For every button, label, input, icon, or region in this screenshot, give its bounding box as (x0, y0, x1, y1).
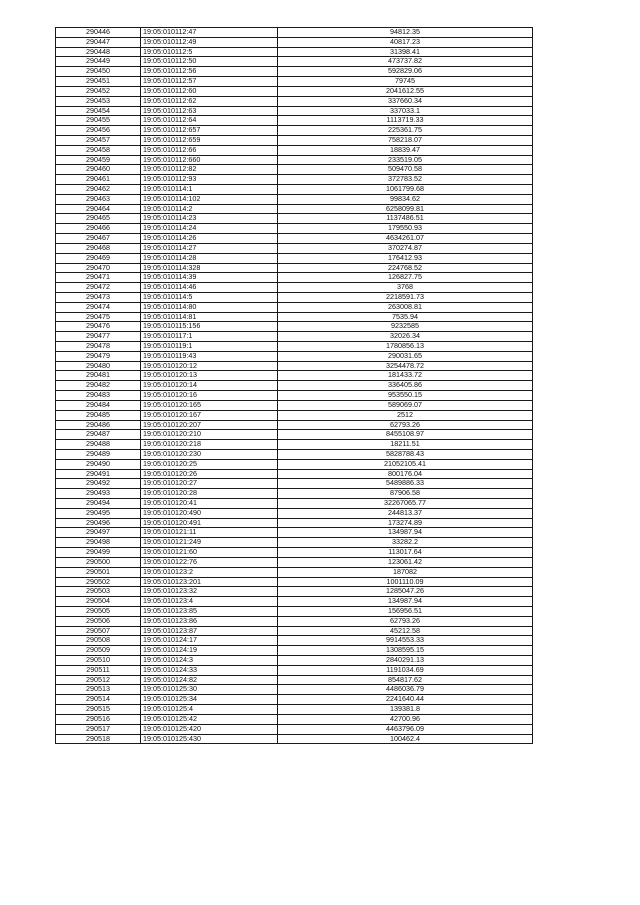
table-row (56, 361, 533, 371)
cadastral-number-cell: 19:05:010123:32 (141, 587, 278, 597)
row-number-cell: 290515 (56, 705, 141, 715)
table-row (56, 587, 533, 597)
row-number-cell: 290454 (56, 106, 141, 116)
amount-cell: 336405.86 (278, 381, 533, 391)
row-number-cell: 290467 (56, 234, 141, 244)
row-number-cell: 290516 (56, 714, 141, 724)
amount-cell: 244813.37 (278, 508, 533, 518)
row-number-cell: 290479 (56, 351, 141, 361)
cadastral-number-cell: 19:05:010120:28 (141, 489, 278, 499)
table-row (56, 126, 533, 136)
row-number-cell: 290463 (56, 194, 141, 204)
row-number-cell: 290468 (56, 243, 141, 253)
row-number-cell: 290446 (56, 28, 141, 38)
amount-cell: 94812.35 (278, 28, 533, 38)
cadastral-number-cell: 19:05:010120:167 (141, 410, 278, 420)
amount-cell: 87906.58 (278, 489, 533, 499)
cadastral-number-cell: 19:05:010114:26 (141, 234, 278, 244)
row-number-cell: 290470 (56, 263, 141, 273)
table-row (56, 665, 533, 675)
row-number-cell: 290504 (56, 597, 141, 607)
table-row (56, 675, 533, 685)
amount-cell: 79745 (278, 77, 533, 87)
table-row (56, 469, 533, 479)
row-number-cell: 290478 (56, 342, 141, 352)
cadastral-number-cell: 19:05:010125:420 (141, 724, 278, 734)
table-row (56, 636, 533, 646)
amount-cell: 4634261.07 (278, 234, 533, 244)
row-number-cell: 290486 (56, 420, 141, 430)
row-number-cell: 290477 (56, 332, 141, 342)
cadastral-number-cell: 19:05:010112:47 (141, 28, 278, 38)
table-row (56, 135, 533, 145)
row-number-cell: 290451 (56, 77, 141, 87)
amount-cell: 263008.81 (278, 302, 533, 312)
table-row (56, 724, 533, 734)
row-number-cell: 290505 (56, 606, 141, 616)
row-number-cell: 290459 (56, 155, 141, 165)
table-row (56, 489, 533, 499)
amount-cell: 33282.2 (278, 538, 533, 548)
row-number-cell: 290449 (56, 57, 141, 67)
amount-cell: 2241640.44 (278, 695, 533, 705)
amount-cell: 45212.58 (278, 626, 533, 636)
table-row (56, 67, 533, 77)
row-number-cell: 290518 (56, 734, 141, 744)
table-row (56, 400, 533, 410)
table-row (56, 449, 533, 459)
amount-cell: 1113719.33 (278, 116, 533, 126)
amount-cell: 2041612.55 (278, 86, 533, 96)
cadastral-number-cell: 19:05:010114:80 (141, 302, 278, 312)
amount-cell: 7535.94 (278, 312, 533, 322)
amount-cell: 40817.23 (278, 37, 533, 47)
table-row (56, 351, 533, 361)
cadastral-number-cell: 19:05:010120:27 (141, 479, 278, 489)
table-row (56, 155, 533, 165)
row-number-cell: 290487 (56, 430, 141, 440)
cadastral-number-cell: 19:05:010120:41 (141, 499, 278, 509)
cadastral-number-cell: 19:05:010112:659 (141, 135, 278, 145)
table-row (56, 145, 533, 155)
table-row (56, 371, 533, 381)
table-row (56, 695, 533, 705)
cadastral-number-cell: 19:05:010114:46 (141, 283, 278, 293)
amount-cell: 370274.87 (278, 243, 533, 253)
row-number-cell: 290509 (56, 646, 141, 656)
row-number-cell: 290492 (56, 479, 141, 489)
table-row (56, 116, 533, 126)
cadastral-number-cell: 19:05:010114:28 (141, 253, 278, 263)
table-row (56, 626, 533, 636)
amount-cell: 42700.96 (278, 714, 533, 724)
row-number-cell: 290499 (56, 548, 141, 558)
table-row (56, 391, 533, 401)
amount-cell: 758218.07 (278, 135, 533, 145)
amount-cell: 337033.1 (278, 106, 533, 116)
cadastral-number-cell: 19:05:010122:76 (141, 557, 278, 567)
row-number-cell: 290471 (56, 273, 141, 283)
cadastral-number-cell: 19:05:010120:218 (141, 440, 278, 450)
table-row (56, 430, 533, 440)
amount-cell: 8455108.97 (278, 430, 533, 440)
amount-cell: 800176.04 (278, 469, 533, 479)
table-row (56, 499, 533, 509)
cadastral-number-cell: 19:05:010112:66 (141, 145, 278, 155)
amount-cell: 9232585 (278, 322, 533, 332)
row-number-cell: 290489 (56, 449, 141, 459)
cadastral-number-cell: 19:05:010114:102 (141, 194, 278, 204)
row-number-cell: 290472 (56, 283, 141, 293)
amount-cell: 5489886.33 (278, 479, 533, 489)
amount-cell: 3254478.72 (278, 361, 533, 371)
row-number-cell: 290450 (56, 67, 141, 77)
amount-cell: 3768 (278, 283, 533, 293)
row-number-cell: 290484 (56, 400, 141, 410)
row-number-cell: 290503 (56, 587, 141, 597)
row-number-cell: 290447 (56, 37, 141, 47)
data-table (55, 27, 533, 744)
row-number-cell: 290511 (56, 665, 141, 675)
cadastral-number-cell: 19:05:010123:86 (141, 616, 278, 626)
table-row (56, 57, 533, 67)
amount-cell: 2840291.13 (278, 656, 533, 666)
row-number-cell: 290448 (56, 47, 141, 57)
amount-cell: 2218591.73 (278, 292, 533, 302)
table-row (56, 165, 533, 175)
amount-cell: 5828788.43 (278, 449, 533, 459)
row-number-cell: 290464 (56, 204, 141, 214)
table-row (56, 606, 533, 616)
row-number-cell: 290480 (56, 361, 141, 371)
table-row (56, 479, 533, 489)
table-body (56, 28, 533, 744)
amount-cell: 224768.52 (278, 263, 533, 273)
table-row (56, 548, 533, 558)
cadastral-number-cell: 19:05:010119:43 (141, 351, 278, 361)
cadastral-number-cell: 19:05:010125:42 (141, 714, 278, 724)
row-number-cell: 290490 (56, 459, 141, 469)
row-number-cell: 290502 (56, 577, 141, 587)
table-row (56, 616, 533, 626)
table-row (56, 28, 533, 38)
table-row (56, 459, 533, 469)
amount-cell: 1061799.68 (278, 185, 533, 195)
row-number-cell: 290517 (56, 724, 141, 734)
cadastral-number-cell: 19:05:010112:62 (141, 96, 278, 106)
cadastral-number-cell: 19:05:010114:1 (141, 185, 278, 195)
table-row (56, 508, 533, 518)
row-number-cell: 290507 (56, 626, 141, 636)
row-number-cell: 290513 (56, 685, 141, 695)
amount-cell: 953550.15 (278, 391, 533, 401)
amount-cell: 4486036.79 (278, 685, 533, 695)
amount-cell: 2512 (278, 410, 533, 420)
cadastral-number-cell: 19:05:010120:16 (141, 391, 278, 401)
table-row (56, 705, 533, 715)
row-number-cell: 290506 (56, 616, 141, 626)
cadastral-number-cell: 19:05:010112:82 (141, 165, 278, 175)
row-number-cell: 290452 (56, 86, 141, 96)
cadastral-number-cell: 19:05:010124:33 (141, 665, 278, 675)
row-number-cell: 290460 (56, 165, 141, 175)
table-row (56, 557, 533, 567)
amount-cell: 18839.47 (278, 145, 533, 155)
cadastral-number-cell: 19:05:010123:2 (141, 567, 278, 577)
amount-cell: 6258099.81 (278, 204, 533, 214)
table-row (56, 96, 533, 106)
row-number-cell: 290462 (56, 185, 141, 195)
row-number-cell: 290508 (56, 636, 141, 646)
amount-cell: 32267065.77 (278, 499, 533, 509)
cadastral-number-cell: 19:05:010114:27 (141, 243, 278, 253)
cadastral-number-cell: 19:05:010120:165 (141, 400, 278, 410)
row-number-cell: 290498 (56, 538, 141, 548)
table-row (56, 381, 533, 391)
table-row (56, 47, 533, 57)
cadastral-number-cell: 19:05:010112:64 (141, 116, 278, 126)
amount-cell: 156956.51 (278, 606, 533, 616)
row-number-cell: 290469 (56, 253, 141, 263)
amount-cell: 134987.94 (278, 597, 533, 607)
amount-cell: 854817.62 (278, 675, 533, 685)
row-number-cell: 290510 (56, 656, 141, 666)
row-number-cell: 290457 (56, 135, 141, 145)
cadastral-number-cell: 19:05:010120:490 (141, 508, 278, 518)
table-row (56, 224, 533, 234)
table-row (56, 312, 533, 322)
row-number-cell: 290458 (56, 145, 141, 155)
cadastral-number-cell: 19:05:010112:56 (141, 67, 278, 77)
amount-cell: 473737.82 (278, 57, 533, 67)
table-row (56, 734, 533, 744)
amount-cell: 1285047.26 (278, 587, 533, 597)
cadastral-number-cell: 19:05:010119:1 (141, 342, 278, 352)
cadastral-number-cell: 19:05:010120:207 (141, 420, 278, 430)
table-row (56, 273, 533, 283)
amount-cell: 1780856.13 (278, 342, 533, 352)
amount-cell: 372783.52 (278, 175, 533, 185)
amount-cell: 32026.34 (278, 332, 533, 342)
row-number-cell: 290473 (56, 292, 141, 302)
table-row (56, 37, 533, 47)
row-number-cell: 290485 (56, 410, 141, 420)
table-row (56, 234, 533, 244)
cadastral-number-cell: 19:05:010125:4 (141, 705, 278, 715)
cadastral-number-cell: 19:05:010121:60 (141, 548, 278, 558)
amount-cell: 233519.05 (278, 155, 533, 165)
cadastral-number-cell: 19:05:010112:660 (141, 155, 278, 165)
cadastral-number-cell: 19:05:010120:210 (141, 430, 278, 440)
table-row (56, 204, 533, 214)
cadastral-number-cell: 19:05:010124:17 (141, 636, 278, 646)
amount-cell: 4463796.09 (278, 724, 533, 734)
amount-cell: 62793.26 (278, 616, 533, 626)
amount-cell: 592829.06 (278, 67, 533, 77)
row-number-cell: 290456 (56, 126, 141, 136)
row-number-cell: 290475 (56, 312, 141, 322)
table-row (56, 322, 533, 332)
amount-cell: 187082 (278, 567, 533, 577)
amount-cell: 99834.62 (278, 194, 533, 204)
row-number-cell: 290494 (56, 499, 141, 509)
row-number-cell: 290481 (56, 371, 141, 381)
cadastral-number-cell: 19:05:010120:230 (141, 449, 278, 459)
amount-cell: 1308595.15 (278, 646, 533, 656)
table-row (56, 518, 533, 528)
table-row (56, 283, 533, 293)
cadastral-number-cell: 19:05:010115:156 (141, 322, 278, 332)
row-number-cell: 290496 (56, 518, 141, 528)
amount-cell: 1191034.69 (278, 665, 533, 675)
amount-cell: 337660.34 (278, 96, 533, 106)
amount-cell: 179550.93 (278, 224, 533, 234)
row-number-cell: 290514 (56, 695, 141, 705)
cadastral-number-cell: 19:05:010125:34 (141, 695, 278, 705)
amount-cell: 181433.72 (278, 371, 533, 381)
row-number-cell: 290500 (56, 557, 141, 567)
cadastral-number-cell: 19:05:010124:3 (141, 656, 278, 666)
table-row (56, 332, 533, 342)
table-row (56, 410, 533, 420)
row-number-cell: 290497 (56, 528, 141, 538)
cadastral-number-cell: 19:05:010112:63 (141, 106, 278, 116)
table-row (56, 292, 533, 302)
table-row (56, 597, 533, 607)
cadastral-number-cell: 19:05:010114:39 (141, 273, 278, 283)
row-number-cell: 290476 (56, 322, 141, 332)
amount-cell: 18211.51 (278, 440, 533, 450)
row-number-cell: 290493 (56, 489, 141, 499)
amount-cell: 1137486.51 (278, 214, 533, 224)
table-row (56, 685, 533, 695)
cadastral-number-cell: 19:05:010114:328 (141, 263, 278, 273)
amount-cell: 113017.64 (278, 548, 533, 558)
table-row (56, 577, 533, 587)
amount-cell: 176412.93 (278, 253, 533, 263)
cadastral-number-cell: 19:05:010120:14 (141, 381, 278, 391)
cadastral-number-cell: 19:05:010123:87 (141, 626, 278, 636)
cadastral-number-cell: 19:05:010112:60 (141, 86, 278, 96)
cadastral-number-cell: 19:05:010112:50 (141, 57, 278, 67)
table-row (56, 194, 533, 204)
table-row (56, 714, 533, 724)
cadastral-number-cell: 19:05:010123:201 (141, 577, 278, 587)
row-number-cell: 290453 (56, 96, 141, 106)
row-number-cell: 290461 (56, 175, 141, 185)
row-number-cell: 290501 (56, 567, 141, 577)
cadastral-number-cell: 19:05:010120:13 (141, 371, 278, 381)
amount-cell: 100462.4 (278, 734, 533, 744)
cadastral-number-cell: 19:05:010124:82 (141, 675, 278, 685)
row-number-cell: 290465 (56, 214, 141, 224)
table-row (56, 656, 533, 666)
cadastral-number-cell: 19:05:010114:2 (141, 204, 278, 214)
cadastral-number-cell: 19:05:010114:5 (141, 292, 278, 302)
row-number-cell: 290495 (56, 508, 141, 518)
table-row (56, 243, 533, 253)
amount-cell: 62793.26 (278, 420, 533, 430)
cadastral-number-cell: 19:05:010114:81 (141, 312, 278, 322)
row-number-cell: 290512 (56, 675, 141, 685)
cadastral-number-cell: 19:05:010114:23 (141, 214, 278, 224)
cadastral-number-cell: 19:05:010123:4 (141, 597, 278, 607)
cadastral-number-cell: 19:05:010120:26 (141, 469, 278, 479)
cadastral-number-cell: 19:05:010112:5 (141, 47, 278, 57)
amount-cell: 1001110.09 (278, 577, 533, 587)
row-number-cell: 290474 (56, 302, 141, 312)
row-number-cell: 290491 (56, 469, 141, 479)
row-number-cell: 290466 (56, 224, 141, 234)
table-row (56, 420, 533, 430)
table-row (56, 567, 533, 577)
amount-cell: 134987.94 (278, 528, 533, 538)
row-number-cell: 290488 (56, 440, 141, 450)
table-row (56, 106, 533, 116)
cadastral-number-cell: 19:05:010120:491 (141, 518, 278, 528)
cadastral-number-cell: 19:05:010112:657 (141, 126, 278, 136)
table-row (56, 646, 533, 656)
amount-cell: 225361.75 (278, 126, 533, 136)
cadastral-number-cell: 19:05:010121:249 (141, 538, 278, 548)
table-row (56, 77, 533, 87)
cadastral-number-cell: 19:05:010120:25 (141, 459, 278, 469)
amount-cell: 21052105.41 (278, 459, 533, 469)
amount-cell: 31398.41 (278, 47, 533, 57)
cadastral-number-cell: 19:05:010117:1 (141, 332, 278, 342)
amount-cell: 9914553.33 (278, 636, 533, 646)
table-row (56, 175, 533, 185)
row-number-cell: 290482 (56, 381, 141, 391)
cadastral-number-cell: 19:05:010121:11 (141, 528, 278, 538)
cadastral-number-cell: 19:05:010114:24 (141, 224, 278, 234)
table-row (56, 302, 533, 312)
row-number-cell: 290483 (56, 391, 141, 401)
table-row (56, 440, 533, 450)
cadastral-number-cell: 19:05:010120:12 (141, 361, 278, 371)
cadastral-number-cell: 19:05:010112:57 (141, 77, 278, 87)
table-row (56, 214, 533, 224)
cadastral-number-cell: 19:05:010112:93 (141, 175, 278, 185)
amount-cell: 589069.07 (278, 400, 533, 410)
table-row (56, 263, 533, 273)
cadastral-number-cell: 19:05:010125:430 (141, 734, 278, 744)
amount-cell: 139381.8 (278, 705, 533, 715)
table-row (56, 528, 533, 538)
amount-cell: 126827.75 (278, 273, 533, 283)
amount-cell: 123061.42 (278, 557, 533, 567)
cadastral-number-cell: 19:05:010112:49 (141, 37, 278, 47)
table-row (56, 185, 533, 195)
table-row (56, 538, 533, 548)
table-row (56, 253, 533, 263)
row-number-cell: 290455 (56, 116, 141, 126)
cadastral-number-cell: 19:05:010123:85 (141, 606, 278, 616)
cadastral-number-cell: 19:05:010124:19 (141, 646, 278, 656)
table-row (56, 86, 533, 96)
cadastral-number-cell: 19:05:010125:30 (141, 685, 278, 695)
amount-cell: 290031.65 (278, 351, 533, 361)
table-row (56, 342, 533, 352)
amount-cell: 509470.58 (278, 165, 533, 175)
amount-cell: 173274.89 (278, 518, 533, 528)
